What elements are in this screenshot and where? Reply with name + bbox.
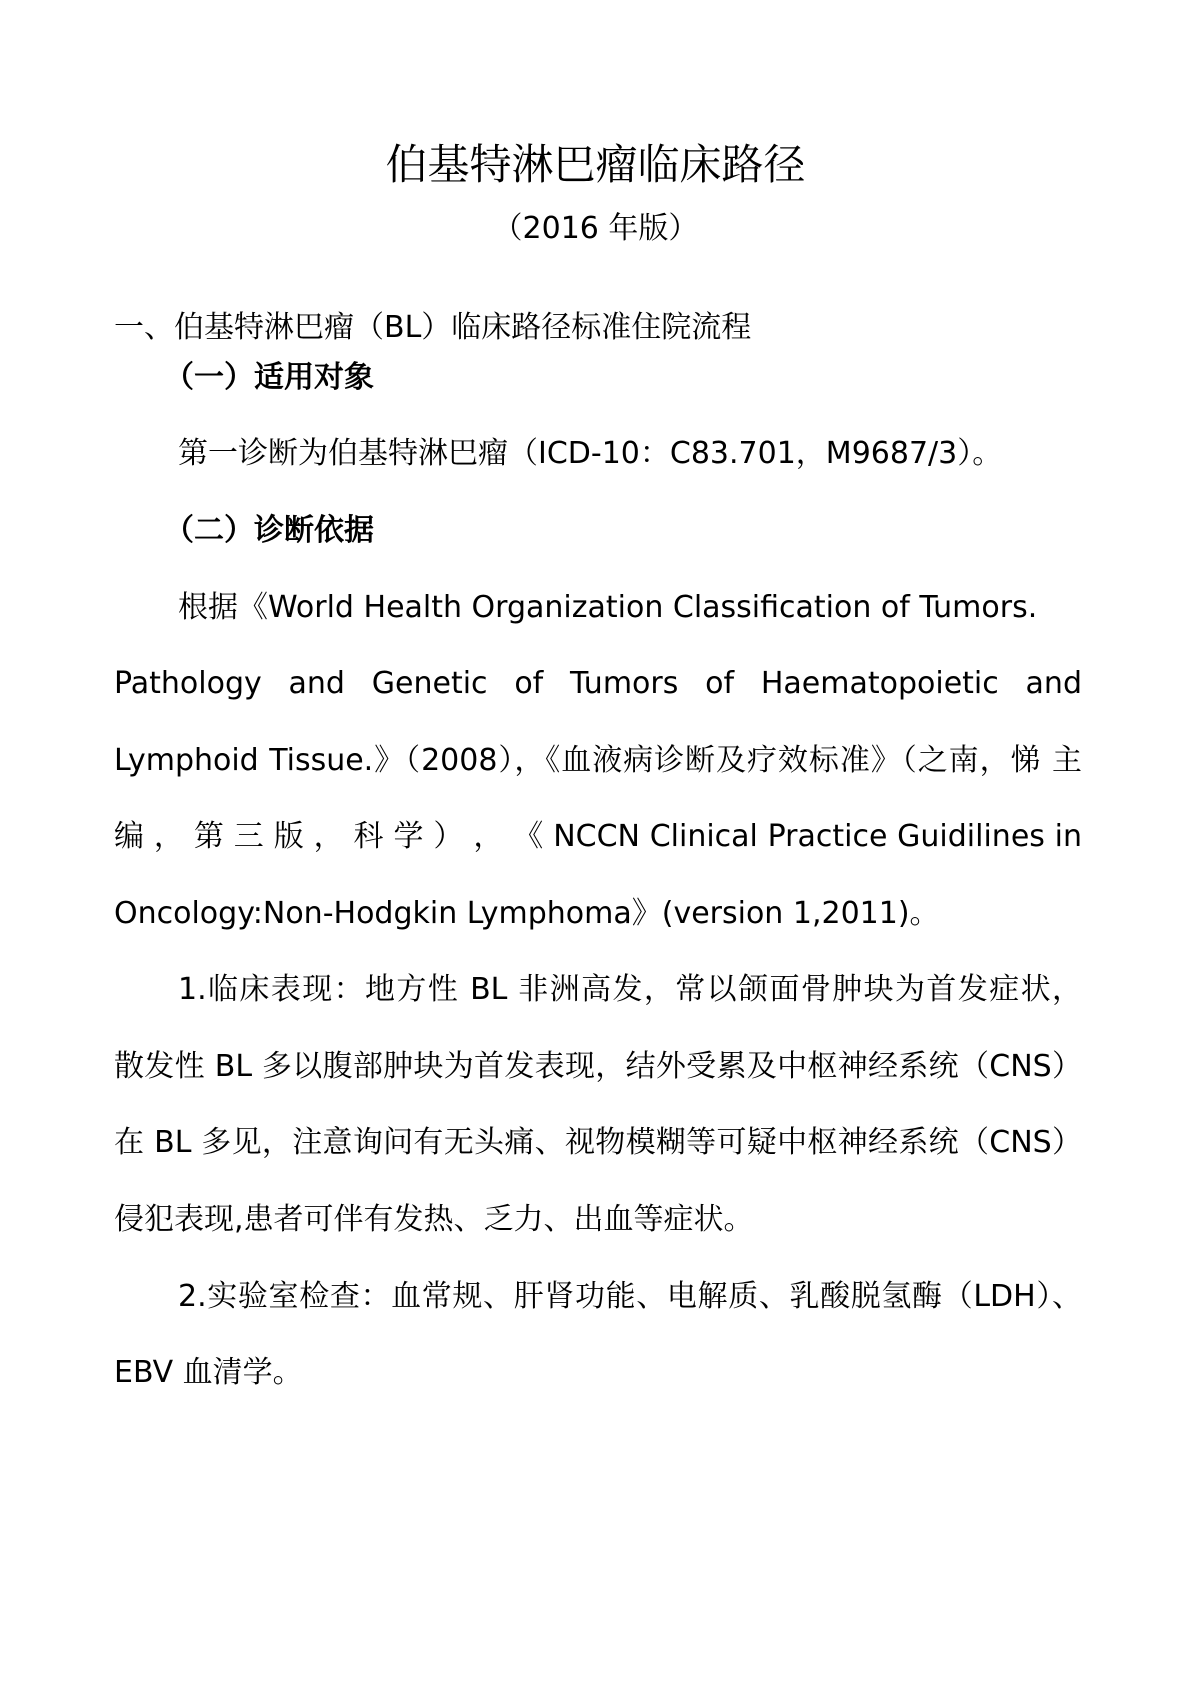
clinical-manifestation-line: 在 BL 多见，注意询问有无头痛、视物模糊等可疑中枢神经系统（CNS） [114,1125,1082,1160]
basis-line: Oncology:Non-Hodgkin Lymphoma》(version 1,2011)。 [114,896,940,931]
section-heading: 一、伯基特淋巴瘤（BL）临床路径标准住院流程 [114,310,752,345]
scope-text: 第一诊断为伯基特淋巴瘤（ICD-10：C83.701，M9687/3）。 [178,436,1003,471]
lab-test-line: EBV 血清学。 [114,1355,303,1390]
basis-line: Lymphoid Tissue.》（2008），《血液病诊断及疗效标准》（之南，悌 主 [114,743,1082,778]
clinical-manifestation-line: 散发性 BL 多以腹部肿块为首发表现，结外受累及中枢神经系统（CNS） [114,1049,1082,1084]
document-edition: （2016 年版） [492,211,699,246]
clinical-manifestation-line: 侵犯表现,患者可伴有发热、乏力、出血等症状。 [114,1202,754,1237]
subsection-heading-diagnosis: （二）诊断依据 [164,513,374,548]
basis-line: 根据《World Health Organization Classification of Tumors. [178,590,1038,625]
lab-test-line: 2.实验室检查：血常规、肝肾功能、电解质、乳酸脱氢酶（LDH）、 [178,1279,1082,1314]
basis-line: Pathology and Genetic of Tumors of Haematopoietic and [114,666,1082,701]
subsection-heading-scope: （一）适用对象 [164,360,374,395]
basis-line: 编 ， 第 三 版 ， 科 学 ） ， 《 NCCN Clinical Practice Guidilines in [114,819,1082,854]
document-title: 伯基特淋巴瘤临床路径 [385,140,806,189]
clinical-manifestation-line: 1.临床表现：地方性 BL 非洲高发，常以颌面骨肿块为首发症状， [178,972,1082,1007]
